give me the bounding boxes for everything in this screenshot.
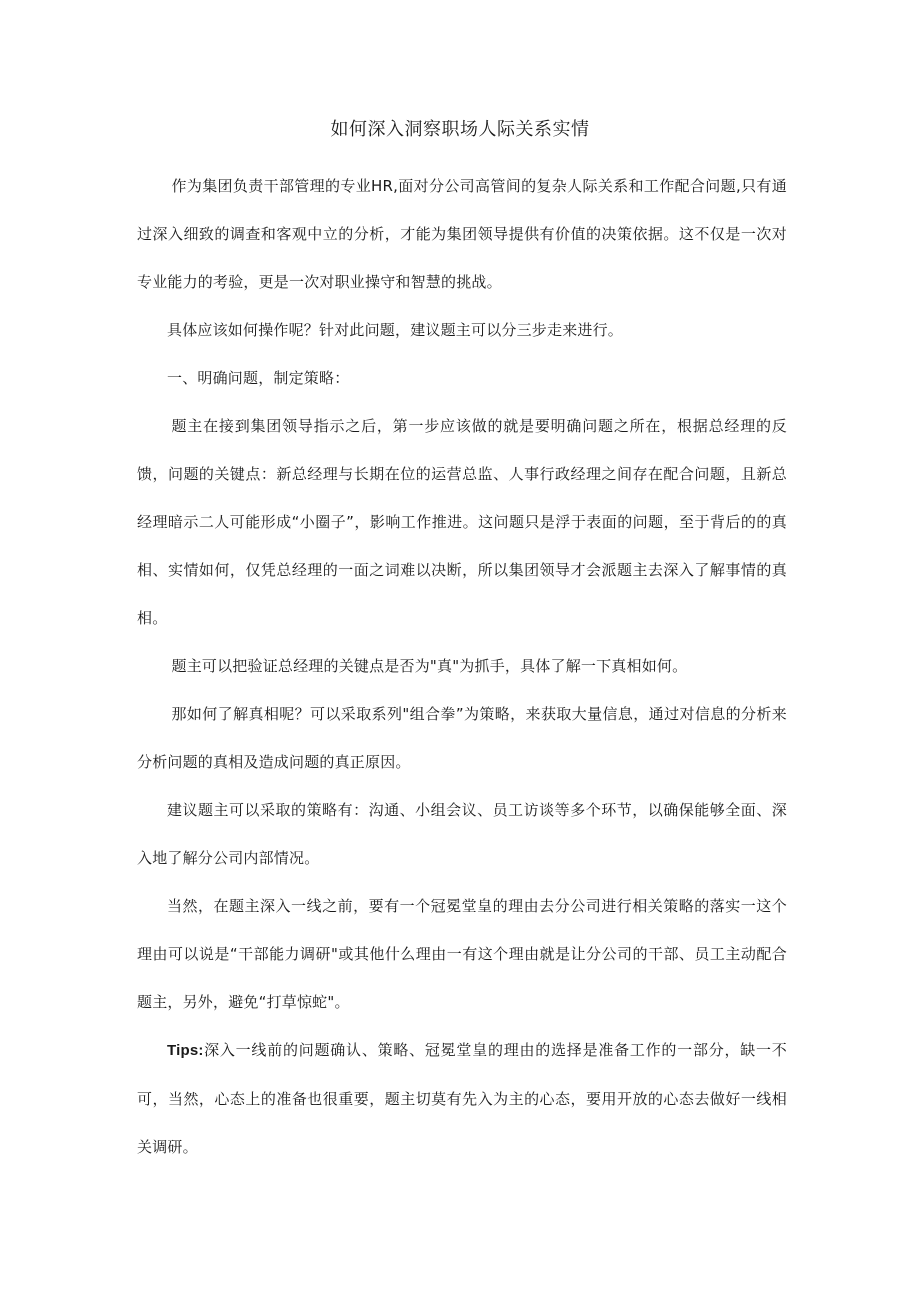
paragraph-verify-key-point: 题主可以把验证总经理的关键点是否为"真"为抓手，具体了解一下真相如何。 bbox=[171, 657, 688, 675]
paragraph-how-to: 具体应该如何操作呢？针对此问题，建议题主可以分三步走来进行。 bbox=[167, 321, 624, 339]
tips-text: 深入一线前的问题确认、策略、冠冕堂皇的理由的选择是准备工作的一部分，缺一不可，当然，心态上的准备也很重要，题主切莫有先入为主的心态，要用开放的心态去做好一线相关调研。 bbox=[137, 1041, 787, 1156]
document-body bbox=[137, 162, 787, 1171]
tips-label: Tips: bbox=[167, 1042, 204, 1059]
document-title: 如何深入洞察职场人际关系实情 bbox=[330, 119, 590, 140]
paragraph-tips bbox=[137, 1026, 787, 1171]
paragraph-intro: 作为集团负责干部管理的专业HR,面对分公司高管间的复杂人际关系和工作配合问题,只有通过深入细致的调查和客观中立的分析，才能为集团领导提供有价值的决策依据。这不仅是一次对专业能力的考验，更是一次对职业操守和智慧的挑战。 bbox=[137, 177, 787, 291]
paragraph-reason: 当然，在题主深入一线之前，要有一个冠冕堂皇的理由去分公司进行相关策略的落实一这个理由可以说是“干部能力调研"或其他什么理由一有这个理由就是让分公司的干部、员工主动配合题主，另外，避免“打草惊蛇"。 bbox=[137, 897, 787, 1011]
paragraph-clarify-problem: 题主在接到集团领导指示之后，第一步应该做的就是要明确问题之所在，根据总经理的反馈，问题的关键点：新总经理与长期在位的运营总监、人事行政经理之间存在配合问题，且新总经理暗示二人可能形成“小圈子”，影响工作推进。这问题只是浮于表面的问题，至于背后的的真相、实情如何，仅凭总经理的一面之词难以决断，所以集团领导才会派题主去深入了解事情的真相。 bbox=[137, 417, 787, 627]
paragraph-combination-strategy: 那如何了解真相呢？可以采取系列"组合拳”为策略，来获取大量信息，通过对信息的分析来分析问题的真相及造成问题的真正原因。 bbox=[137, 705, 787, 771]
paragraph-strategies-list: 建议题主可以采取的策略有：沟通、小组会议、员工访谈等多个环节，以确保能够全面、深入地了解分公司内部情况。 bbox=[137, 801, 787, 867]
section-heading-step-one: 一、明确问题，制定策略： bbox=[167, 369, 350, 387]
